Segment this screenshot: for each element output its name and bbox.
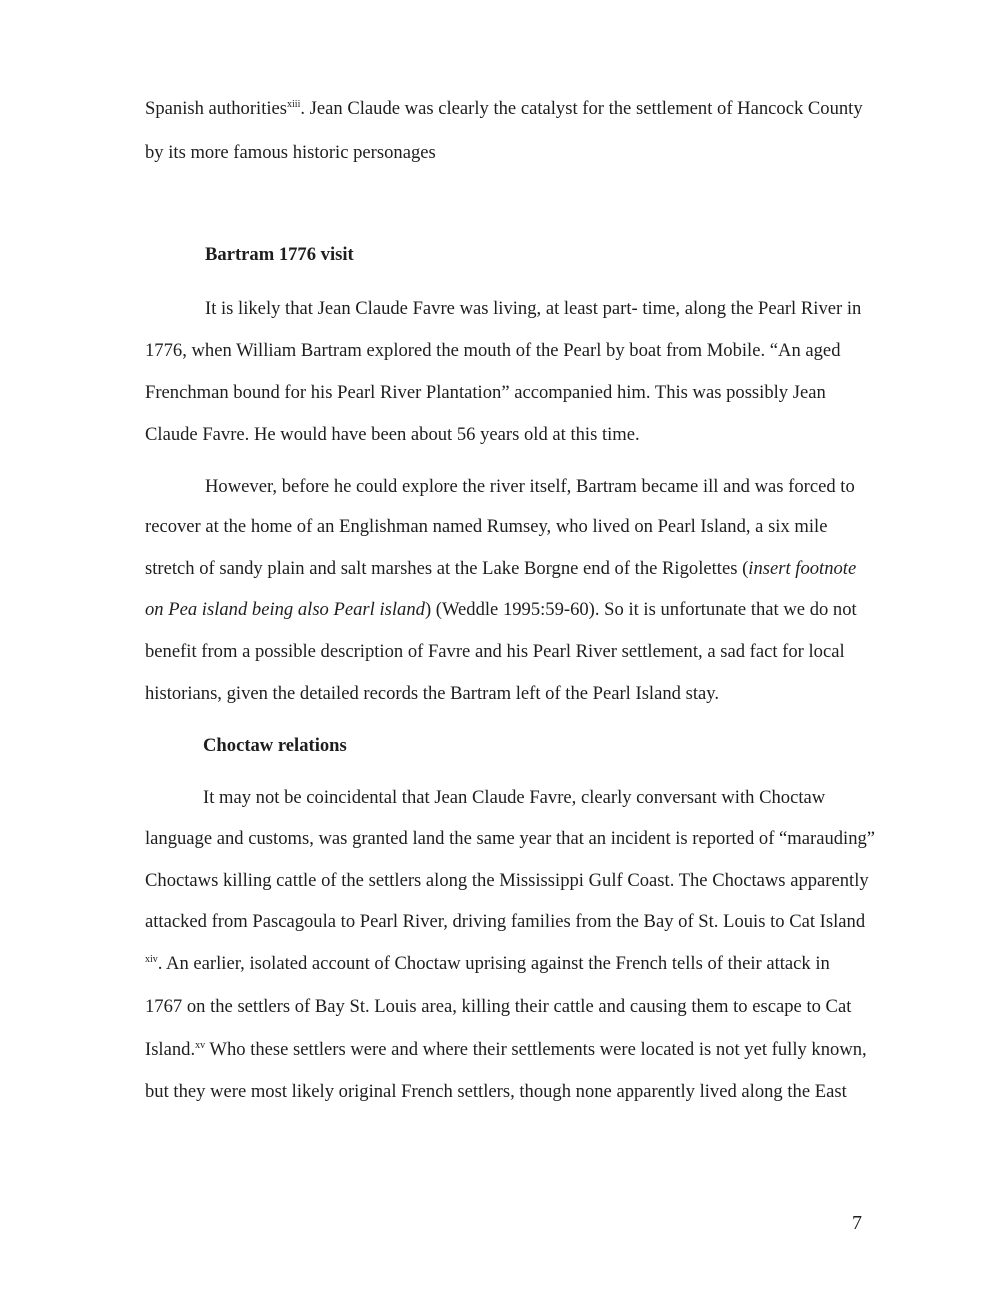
text-line bbox=[145, 953, 830, 975]
text-line: 1767 on the settlers of Bay St. Louis area, killing their cattle and causing them to escape to Cat bbox=[145, 996, 852, 1017]
text-run: stretch of sandy plain and salt marshes at the Lake Borgne end of the Rigolettes ( bbox=[145, 558, 749, 579]
text-line: but they were most likely original French settlers, though none apparently lived along the East bbox=[145, 1081, 847, 1102]
text-line: attacked from Pascagoula to Pearl River, driving families from the Bay of St. Louis to Cat Island bbox=[145, 911, 866, 932]
text-line: It is likely that Jean Claude Favre was living, at least part- time, along the Pearl River in bbox=[205, 298, 862, 319]
footnote-marker: xiii bbox=[287, 98, 301, 110]
text-line bbox=[145, 98, 863, 120]
text-run: ) (Weddle 1995:59-60). So it is unfortunate that we do not bbox=[424, 599, 857, 620]
text-line: benefit from a possible description of Favre and his Pearl River settlement, a sad fact for local bbox=[145, 641, 845, 662]
text-line: recover at the home of an Englishman named Rumsey, who lived on Pearl Island, a six mile bbox=[145, 516, 828, 537]
text-run: Spanish authorities bbox=[145, 98, 288, 119]
text-line bbox=[145, 558, 856, 580]
text-line: language and customs, was granted land the same year that an incident is reported of “marauding” bbox=[145, 828, 876, 849]
text-line bbox=[145, 599, 857, 621]
text-line: However, before he could explore the river itself, Bartram became ill and was forced to bbox=[205, 476, 855, 497]
footnote-marker: xv bbox=[195, 1039, 206, 1051]
text-line: by its more famous historic personages bbox=[145, 142, 436, 163]
text-line: Claude Favre. He would have been about 56 years old at this time. bbox=[145, 424, 640, 445]
text-line bbox=[145, 1039, 867, 1061]
section-heading: Bartram 1776 visit bbox=[205, 244, 354, 265]
text-line: 1776, when William Bartram explored the mouth of the Pearl by boat from Mobile. “An aged bbox=[145, 340, 841, 361]
text-run: . Jean Claude was clearly the catalyst for the settlement of Hancock County bbox=[300, 98, 863, 119]
text-line: Frenchman bound for his Pearl River Plantation” accompanied him. This was possibly Jean bbox=[145, 382, 826, 403]
italic-run: insert footnote bbox=[748, 558, 857, 579]
text-line: It may not be coincidental that Jean Claude Favre, clearly conversant with Choctaw bbox=[203, 787, 826, 808]
text-line: Choctaws killing cattle of the settlers along the Mississippi Gulf Coast. The Choctaws apparently bbox=[145, 870, 869, 891]
text-run: Who these settlers were and where their settlements were located is not yet fully known, bbox=[205, 1039, 867, 1060]
text-line: historians, given the detailed records the Bartram left of the Pearl Island stay. bbox=[145, 683, 719, 704]
page-number: 7 bbox=[852, 1212, 862, 1234]
text-run: . An earlier, isolated account of Choctaw uprising against the French tells of their attack in bbox=[157, 953, 830, 974]
italic-run: on Pea island being also Pearl island bbox=[145, 599, 425, 620]
footnote-marker: xiv bbox=[145, 953, 158, 965]
section-heading: Choctaw relations bbox=[203, 735, 347, 756]
text-run: Island. bbox=[145, 1039, 196, 1060]
